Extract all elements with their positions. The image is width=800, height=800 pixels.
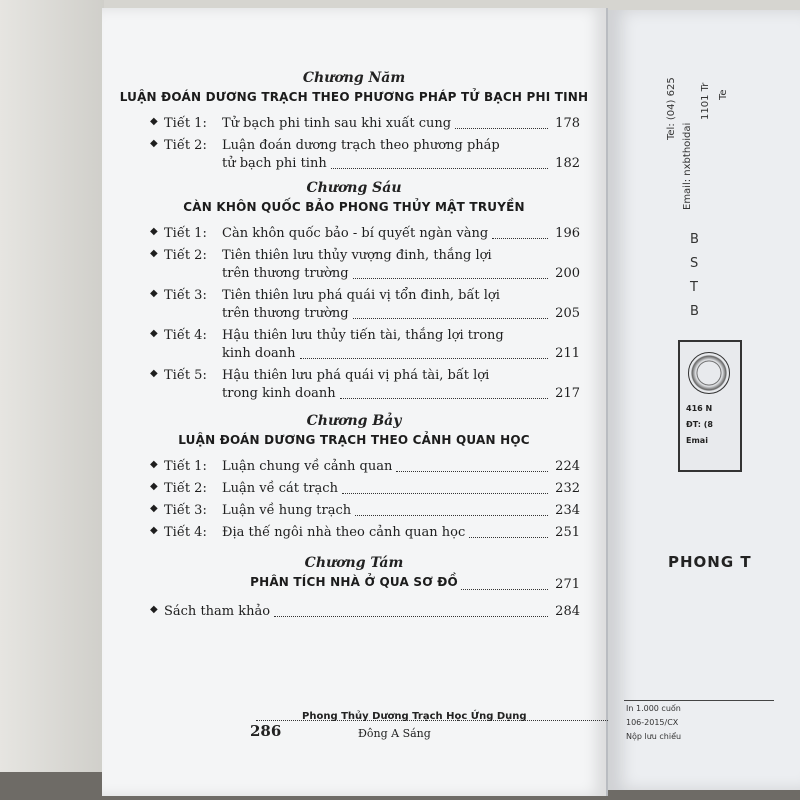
page-number: 182	[555, 156, 580, 171]
toc-entry	[150, 226, 580, 244]
section-title: Luận về cát trạch	[222, 481, 338, 496]
facing-page-fragment: T	[690, 280, 698, 295]
section-title: Hậu thiên lưu thủy tiến tài, thắng lợi trong	[222, 328, 504, 343]
leader-dots	[353, 278, 548, 279]
footer-book-title: Phong Thủy Dương Trạch Học Ứng Dụng	[302, 711, 527, 722]
publisher-box	[678, 340, 742, 472]
section-number: Tiết 5:	[164, 368, 207, 383]
leader-dots	[342, 493, 548, 494]
leader-dots	[355, 515, 548, 516]
page-number: 271	[555, 577, 580, 592]
section-title: Tiên thiên lưu thủy vượng đinh, thắng lợi	[222, 248, 492, 263]
toc-entry	[150, 116, 580, 134]
section-number: Tiết 2:	[164, 481, 207, 496]
footer-author: Đông A Sáng	[358, 727, 431, 740]
leader-dots	[340, 398, 548, 399]
leader-dots	[492, 238, 548, 239]
toc-entry	[150, 266, 580, 284]
section-title: Địa thế ngôi nhà theo cảnh quan học	[222, 525, 466, 540]
toc-entry	[150, 481, 580, 499]
page-number: 211	[555, 346, 580, 361]
chapter-heading: PHÂN TÍCH NHÀ Ở QUA SƠ ĐỒ	[250, 575, 458, 589]
leader-dots	[396, 471, 548, 472]
facing-page-fragment: B	[690, 304, 699, 319]
bullet-icon: ◆	[150, 248, 158, 259]
chapter-heading: CÀN KHÔN QUỐC BẢO PHONG THỦY MẬT TRUYỀN	[183, 200, 525, 214]
references-label: Sách tham khảo	[164, 604, 271, 619]
section-number: Tiết 3:	[164, 503, 207, 518]
chapter-heading: LUẬN ĐOÁN DƯƠNG TRẠCH THEO PHƯƠNG PHÁP TỬ BẠCH PHI TINH	[119, 90, 589, 104]
toc-entry	[150, 503, 580, 521]
publisher-logo-icon	[688, 352, 730, 394]
background-left	[0, 0, 104, 800]
section-title: Luận chung về cảnh quan	[222, 459, 393, 474]
chapter-label: Chương Sáu	[306, 180, 402, 196]
leader-dots	[353, 318, 548, 319]
table-of-contents-page	[102, 8, 608, 796]
bullet-icon: ◆	[150, 459, 158, 470]
chapter-label: Chương Năm	[302, 70, 406, 86]
leader-dots	[469, 537, 548, 538]
section-number: Tiết 4:	[164, 328, 207, 343]
section-title: tử bạch phi tinh	[222, 156, 327, 171]
page-number: 178	[555, 116, 580, 131]
bullet-icon: ◆	[150, 138, 158, 149]
toc-entry	[150, 328, 580, 346]
page-number: 232	[555, 481, 580, 496]
toc-entry	[150, 386, 580, 404]
page-number: 224	[555, 459, 580, 474]
toc-entry	[150, 577, 580, 595]
bullet-icon: ◆	[150, 328, 158, 339]
leader-dots	[300, 358, 548, 359]
imprint-line: 106-2015/CX	[626, 718, 679, 727]
bullet-icon: ◆	[150, 481, 158, 492]
page-number: 234	[555, 503, 580, 518]
chapter-label: Chương Tám	[304, 555, 404, 571]
page-number: 284	[555, 604, 580, 619]
page-number: 205	[555, 306, 580, 321]
facing-page-vertical-text: Te	[718, 89, 729, 100]
section-title: trong kinh doanh	[222, 386, 336, 401]
imprint-line: Nộp lưu chiểu	[626, 732, 682, 741]
section-number: Tiết 2:	[164, 138, 207, 153]
facing-page-title: PHONG T	[668, 553, 752, 571]
bullet-icon: ◆	[150, 525, 158, 536]
section-title: Luận đoán dương trạch theo phương pháp	[222, 138, 500, 153]
facing-page-vertical-text: Email: nxbthoidai	[682, 122, 693, 210]
facing-page	[608, 10, 800, 790]
imprint-line: In 1.000 cuốn	[626, 704, 681, 713]
toc-entry	[150, 346, 580, 364]
chapter-heading: LUẬN ĐOÁN DƯƠNG TRẠCH THEO CẢNH QUAN HỌC	[178, 433, 530, 447]
bullet-icon: ◆	[150, 368, 158, 379]
toc-entry-references	[150, 604, 580, 622]
toc-entry	[150, 525, 580, 543]
facing-page-vertical-text: 1101 Tr	[700, 82, 711, 120]
section-number: Tiết 1:	[164, 459, 207, 474]
section-title: trên thương trường	[222, 306, 349, 321]
toc-entry	[150, 459, 580, 477]
page-number: 251	[555, 525, 580, 540]
leader-dots	[331, 168, 548, 169]
chapter-label: Chương Bảy	[306, 413, 402, 429]
section-number: Tiết 4:	[164, 525, 207, 540]
facing-page-fragment: S	[690, 256, 699, 271]
section-title: trên thương trường	[222, 266, 349, 281]
toc-entry	[150, 138, 580, 156]
bullet-icon: ◆	[150, 503, 158, 514]
bullet-icon: ◆	[150, 288, 158, 299]
bullet-icon: ◆	[150, 226, 158, 237]
leader-dots	[461, 589, 548, 590]
page-number: 200	[555, 266, 580, 281]
section-title: Tiên thiên lưu phá quái vị tổn đinh, bất lợi	[222, 288, 500, 303]
section-title: kinh doanh	[222, 346, 296, 361]
section-number: Tiết 1:	[164, 226, 207, 241]
section-title: Tử bạch phi tinh sau khi xuất cung	[222, 116, 452, 131]
page-number: 217	[555, 386, 580, 401]
publisher-phone: ĐT: (8	[686, 420, 713, 429]
bullet-icon: ◆	[150, 604, 158, 615]
facing-page-vertical-text: Tel: (04) 625	[666, 77, 677, 140]
leader-dots	[455, 128, 548, 129]
publisher-email: Emai	[686, 436, 708, 445]
section-title: Càn khôn quốc bảo - bí quyết ngàn vàng	[222, 226, 489, 241]
toc-entry	[150, 288, 580, 306]
toc-entry	[150, 306, 580, 324]
toc-entry	[150, 156, 580, 174]
section-title: Luận về hung trạch	[222, 503, 352, 518]
publisher-address: 416 N	[686, 404, 713, 413]
bullet-icon: ◆	[150, 116, 158, 127]
section-title: Hậu thiên lưu phá quái vị phá tài, bất lợi	[222, 368, 490, 383]
section-number: Tiết 3:	[164, 288, 207, 303]
section-number: Tiết 2:	[164, 248, 207, 263]
toc-entry	[150, 248, 580, 266]
toc-entry	[150, 368, 580, 386]
footer-page-number: 286	[250, 722, 282, 740]
facing-page-fragment: B	[690, 232, 699, 247]
page-number: 196	[555, 226, 580, 241]
section-number: Tiết 1:	[164, 116, 207, 131]
leader-dots	[274, 616, 548, 617]
